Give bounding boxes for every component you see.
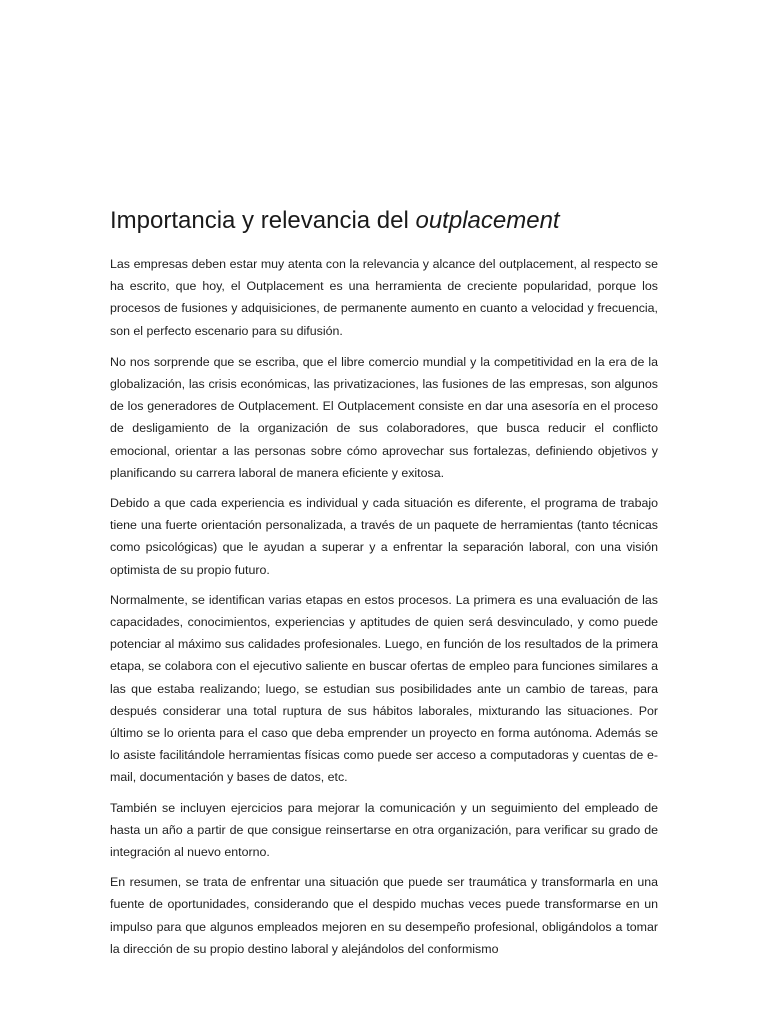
document-body [110,205,658,968]
title-main-text: Importancia y relevancia del [110,207,416,234]
paragraph-3: Debido a que cada experiencia es individual y cada situación es diferente, el programa de trabajo tiene una fuerte orientación personalizada, a través de un paquete de herramientas (tanto técnicas como psicológicas) que le ayudan a superar y a enfrentar la separación laboral, con una visión optimista de su propio futuro. [110,496,658,577]
paragraph-1: Las empresas deben estar muy atenta con la relevancia y alcance del outplacement, al respecto se ha escrito, que hoy, el Outplacement es una herramienta de creciente popularidad, porque los procesos de fusiones y adquisiciones, de permanente aumento en cuanto a velocidad y frecuencia, son el perfecto escenario para su difusión. [110,257,658,338]
paragraph-5: También se incluyen ejercicios para mejorar la comunicación y un seguimiento del empleado de hasta un año a partir de que consigue reinsertarse en otra organización, para verificar su grado de integración al nuevo entorno. [110,800,658,860]
paragraph-4: Normalmente, se identifican varias etapas en estos procesos. La primera es una evaluación de las capacidades, conocimientos, experiencias y aptitudes de quien será desvinculado, y como puede potenciar al máximo sus calidades profesionales. Luego, en función de los resultados de la primera etapa, se colabora con el ejecutivo saliente en buscar ofertas de empleo para funciones similares a las que estaba realizando; luego, se estudian sus posibilidades ante un cambio de tareas, para después considerar una total ruptura de sus hábitos laborales, mixturando las situaciones. Por último se lo orienta para el caso que deba emprender un proyecto en forma autónoma. Además se lo asiste facilitándole herramientas físicas como puede ser acceso a computadoras y cuentas de e-mail, documentación y bases de datos, etc. [110,592,658,785]
paragraph-2: No nos sorprende que se escriba, que el libre comercio mundial y la competitividad en la era de la globalización, las crisis económicas, las privatizaciones, las fusiones de las empresas, son algunos de los generadores de Outplacement. El Outplacement consiste en dar una asesoría en el proceso de desligamiento de la organización de sus colaboradores, que busca reducir el conflicto emocional, orientar a las personas sobre cómo aprovechar sus fortalezas, definiendo objetivos y planificando su carrera laboral de manera eficiente y exitosa. [110,354,658,480]
title-italic-text: outplacement [415,207,560,234]
page-title [110,205,658,237]
paragraph-6: En resumen, se trata de enfrentar una situación que puede ser traumática y transformarla en una fuente de oportunidades, considerando que el despido muchas veces puede transformarse en un impulso para que algunos empleados mejoren en su desempeño profesional, obligándolos a tomar la dirección de su propio destino laboral y alejándolos del conformismo [110,875,658,956]
